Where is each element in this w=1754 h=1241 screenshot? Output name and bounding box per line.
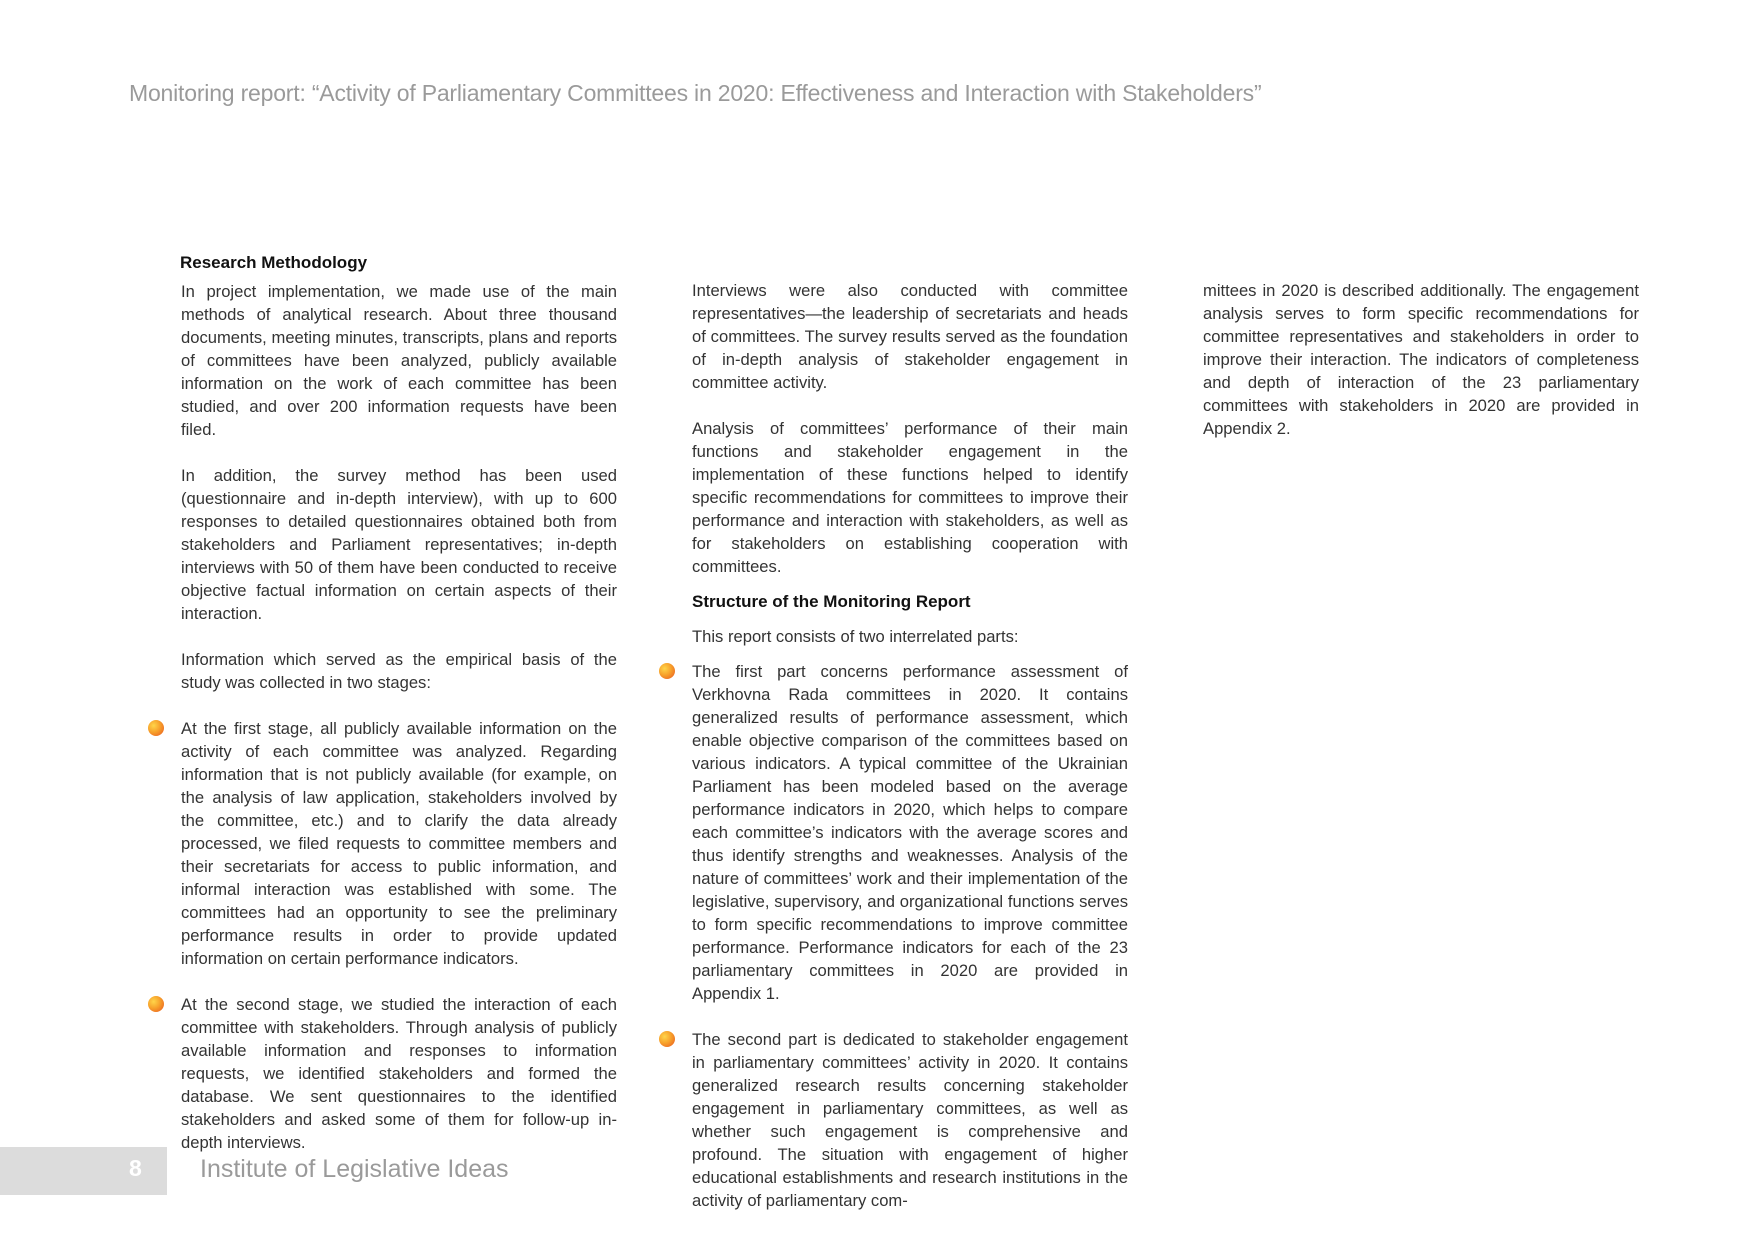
page-number: 8 — [129, 1155, 142, 1181]
research-methodology-heading: Research Methodology — [180, 253, 368, 272]
orange-sphere-bullet-icon — [148, 996, 164, 1012]
stage-2-text: At the second stage, we studied the interaction of each committee with stakeholders. Through analysis of publicly available information and responses to information requests, we identified stakeholders and formed the database. We sent questionnaires to the identified stakeholders and asked some of them for follow-up in-depth interviews. — [181, 995, 617, 1152]
part-1-list-item — [692, 660, 1128, 1005]
stage-1-text: At the first stage, all publicly available information on the activity of each committee was analyzed. Regarding information that is not publicly available (for example, on the analysis of law application, stakeholders involved by the committee, etc.) and to clarify the data already processed, we filed requests to committee members and their secretariats for access to public information, and informal interaction was established with some. The committees had an opportunity to see the preliminary performance results in order to provide updated information on certain performance indicators. — [181, 719, 617, 968]
stage-1-list-item — [181, 717, 617, 970]
methodology-paragraph-1: In project implementation, we made use of the main methods of analytical research. About three thousand documents, meeting minutes, transcripts, plans and reports of committees have been analyzed, publicly available information on the work of each committee has been studied, and over 200 information requests have been filed. — [181, 282, 617, 439]
report-header-title: Monitoring report: “Activity of Parliamentary Committees in 2020: Effectiveness and Interaction with Stakeholders” — [129, 80, 1262, 106]
footer-organization-name: Institute of Legislative Ideas — [200, 1155, 509, 1183]
stage-2-list-item — [181, 993, 617, 1154]
column-2 — [692, 279, 1128, 1212]
orange-sphere-bullet-icon — [659, 1031, 675, 1047]
column-3 — [1203, 279, 1639, 440]
part-2-text: The second part is dedicated to stakeholder engagement in parliamentary committees’ activity in 2020. It contains generalized research results concerning stakeholder engagement in parliamentary committees, as well as whether such engagement is comprehensive and profound. The situation with engagement of higher educational establishments and research institutions in the activity of parliamentary com- — [692, 1030, 1128, 1210]
orange-sphere-bullet-icon — [148, 720, 164, 736]
analysis-paragraph: Analysis of committees’ performance of their main functions and stakeholder engagement in the implementation of these functions helped to identify specific recommendations for committees to improve their performance and interaction with stakeholders, as well as for stakeholders on establishing cooperation with committees. — [692, 419, 1128, 576]
part-1-text: The first part concerns performance assessment of Verkhovna Rada committees in 2020. It contains generalized results of performance assessment, which enable objective comparison of the committees based on various indicators. A typical committee of the Ukrainian Parliament has been modeled based on the average performance indicators in 2020, which helps to compare each committee’s indicators with the average scores and thus identify strengths and weaknesses. Analysis of the nature of committees’ work and their implementation of the legislative, supervisory, and organizational functions serves to form specific recommendations to improve committee performance. Performance indicators for each of the 23 parliamentary committees in 2020 are provided in Appendix 1. — [692, 662, 1128, 1003]
methodology-paragraph-3: Information which served as the empirical basis of the study was collected in two stages: — [181, 650, 617, 692]
column-1 — [180, 253, 617, 1154]
continuation-paragraph: mittees in 2020 is described additionally. The engagement analysis serves to form specific recommendations for committee representatives and stakeholders in order to improve their interaction. The indicators of completeness and depth of interaction of the 23 parliamentary committees with stakeholders in 2020 are provided in Appendix 2. — [1203, 281, 1639, 438]
part-2-list-item — [692, 1028, 1128, 1212]
interviews-paragraph: Interviews were also conducted with committee representatives—the leadership of secretariats and heads of committees. The survey results served as the foundation of in-depth analysis of stakeholder engagement in committee activity. — [692, 281, 1128, 392]
methodology-paragraph-2: In addition, the survey method has been used (questionnaire and in-depth interview), with up to 600 responses to detailed questionnaires obtained both from stakeholders and Parliament representatives; in-depth interviews with 50 of them have been conducted to receive objective factual information on certain aspects of their interaction. — [181, 466, 617, 623]
structure-intro: This report consists of two interrelated parts: — [692, 627, 1019, 646]
structure-heading: Structure of the Monitoring Report — [692, 592, 971, 611]
orange-sphere-bullet-icon — [659, 663, 675, 679]
